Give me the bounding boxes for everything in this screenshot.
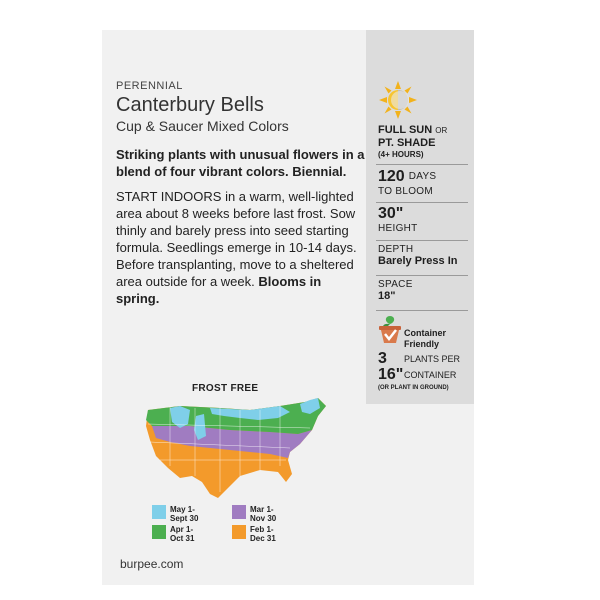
description-lead: Striking plants with unusual flowers in a blend of four vibrant colors. Biennial. [116,147,365,179]
friendly-label: Friendly [404,339,440,349]
legend-line2: Nov 30 [250,514,277,523]
days-to-bloom [378,168,470,197]
packet-header [116,80,366,134]
divider [376,202,468,203]
us-frost-zone-map [140,396,330,501]
legend-line2: Oct 31 [170,534,195,543]
legend-line1: Apr 1- [170,525,194,534]
legend-line2: Dec 31 [250,534,276,543]
sun-or: OR [435,126,448,135]
sun-requirement [378,124,470,161]
container-planting [378,350,470,391]
divider [376,164,468,165]
legend-item-mar-nov [232,505,290,523]
legend-item-feb-dec [232,525,290,543]
legend-line1: Mar 1- [250,505,274,514]
sun-icon [378,80,418,120]
legend-swatch [232,525,246,539]
plant-variety: Cup & Saucer Mixed Colors [116,118,289,134]
days-label: DAYS [408,171,437,182]
planting-depth [378,244,470,267]
sun-alt: PT. SHADE [378,137,436,149]
depth-value: Barely Press In [378,255,458,267]
legend-swatch [232,505,246,519]
legend-item-may-sept [152,505,210,523]
plants-per-label: PLANTS PER [404,354,461,364]
bloom-time: Blooms in spring. [116,274,322,306]
container-friendly [404,328,470,350]
legend-swatch [152,525,166,539]
divider [376,240,468,241]
to-bloom-label: TO BLOOM [378,186,434,197]
container-label: Container [404,328,447,338]
map-title: FROST FREE [192,383,259,394]
legend-swatch [152,505,166,519]
height-value: 30" [378,205,404,222]
plant-height [378,205,470,234]
plant-spacing [378,279,470,302]
website-link[interactable]: burpee.com [120,557,184,571]
space-value: 18" [378,290,396,302]
space-label: SPACE [378,279,413,290]
divider [376,310,468,311]
height-label: HEIGHT [378,223,418,234]
divider [376,275,468,276]
plant-in-ground-note: (OR PLANT IN GROUND) [378,385,449,391]
plant-name: Canterbury Bells [116,94,264,116]
sun-hours: (4+ HOURS) [378,150,424,159]
growing-instructions [116,188,366,307]
depth-label: DEPTH [378,244,414,255]
container-size-label: CONTAINER [404,370,457,380]
legend-line2: Sept 30 [170,514,199,523]
days-value: 120 [378,168,405,185]
legend-line1: Feb 1- [250,525,274,534]
sun-main: FULL SUN [378,124,433,136]
plant-category: PERENNIAL [116,80,183,92]
legend-line1: May 1- [170,505,195,514]
flower-pot-check-icon [377,314,403,344]
instructions-text: START INDOORS in a warm, well-lighted area about 8 weeks before last frost. Sow thinly and barely press into seed starting formula. Seedlings emerge in 10-14 days. Before transplanting, move to a sheltered area outside for a week. [116,189,357,289]
pot-size: 16" [378,366,404,383]
legend-item-apr-oct [152,525,210,543]
plants-count: 3 [378,350,387,367]
